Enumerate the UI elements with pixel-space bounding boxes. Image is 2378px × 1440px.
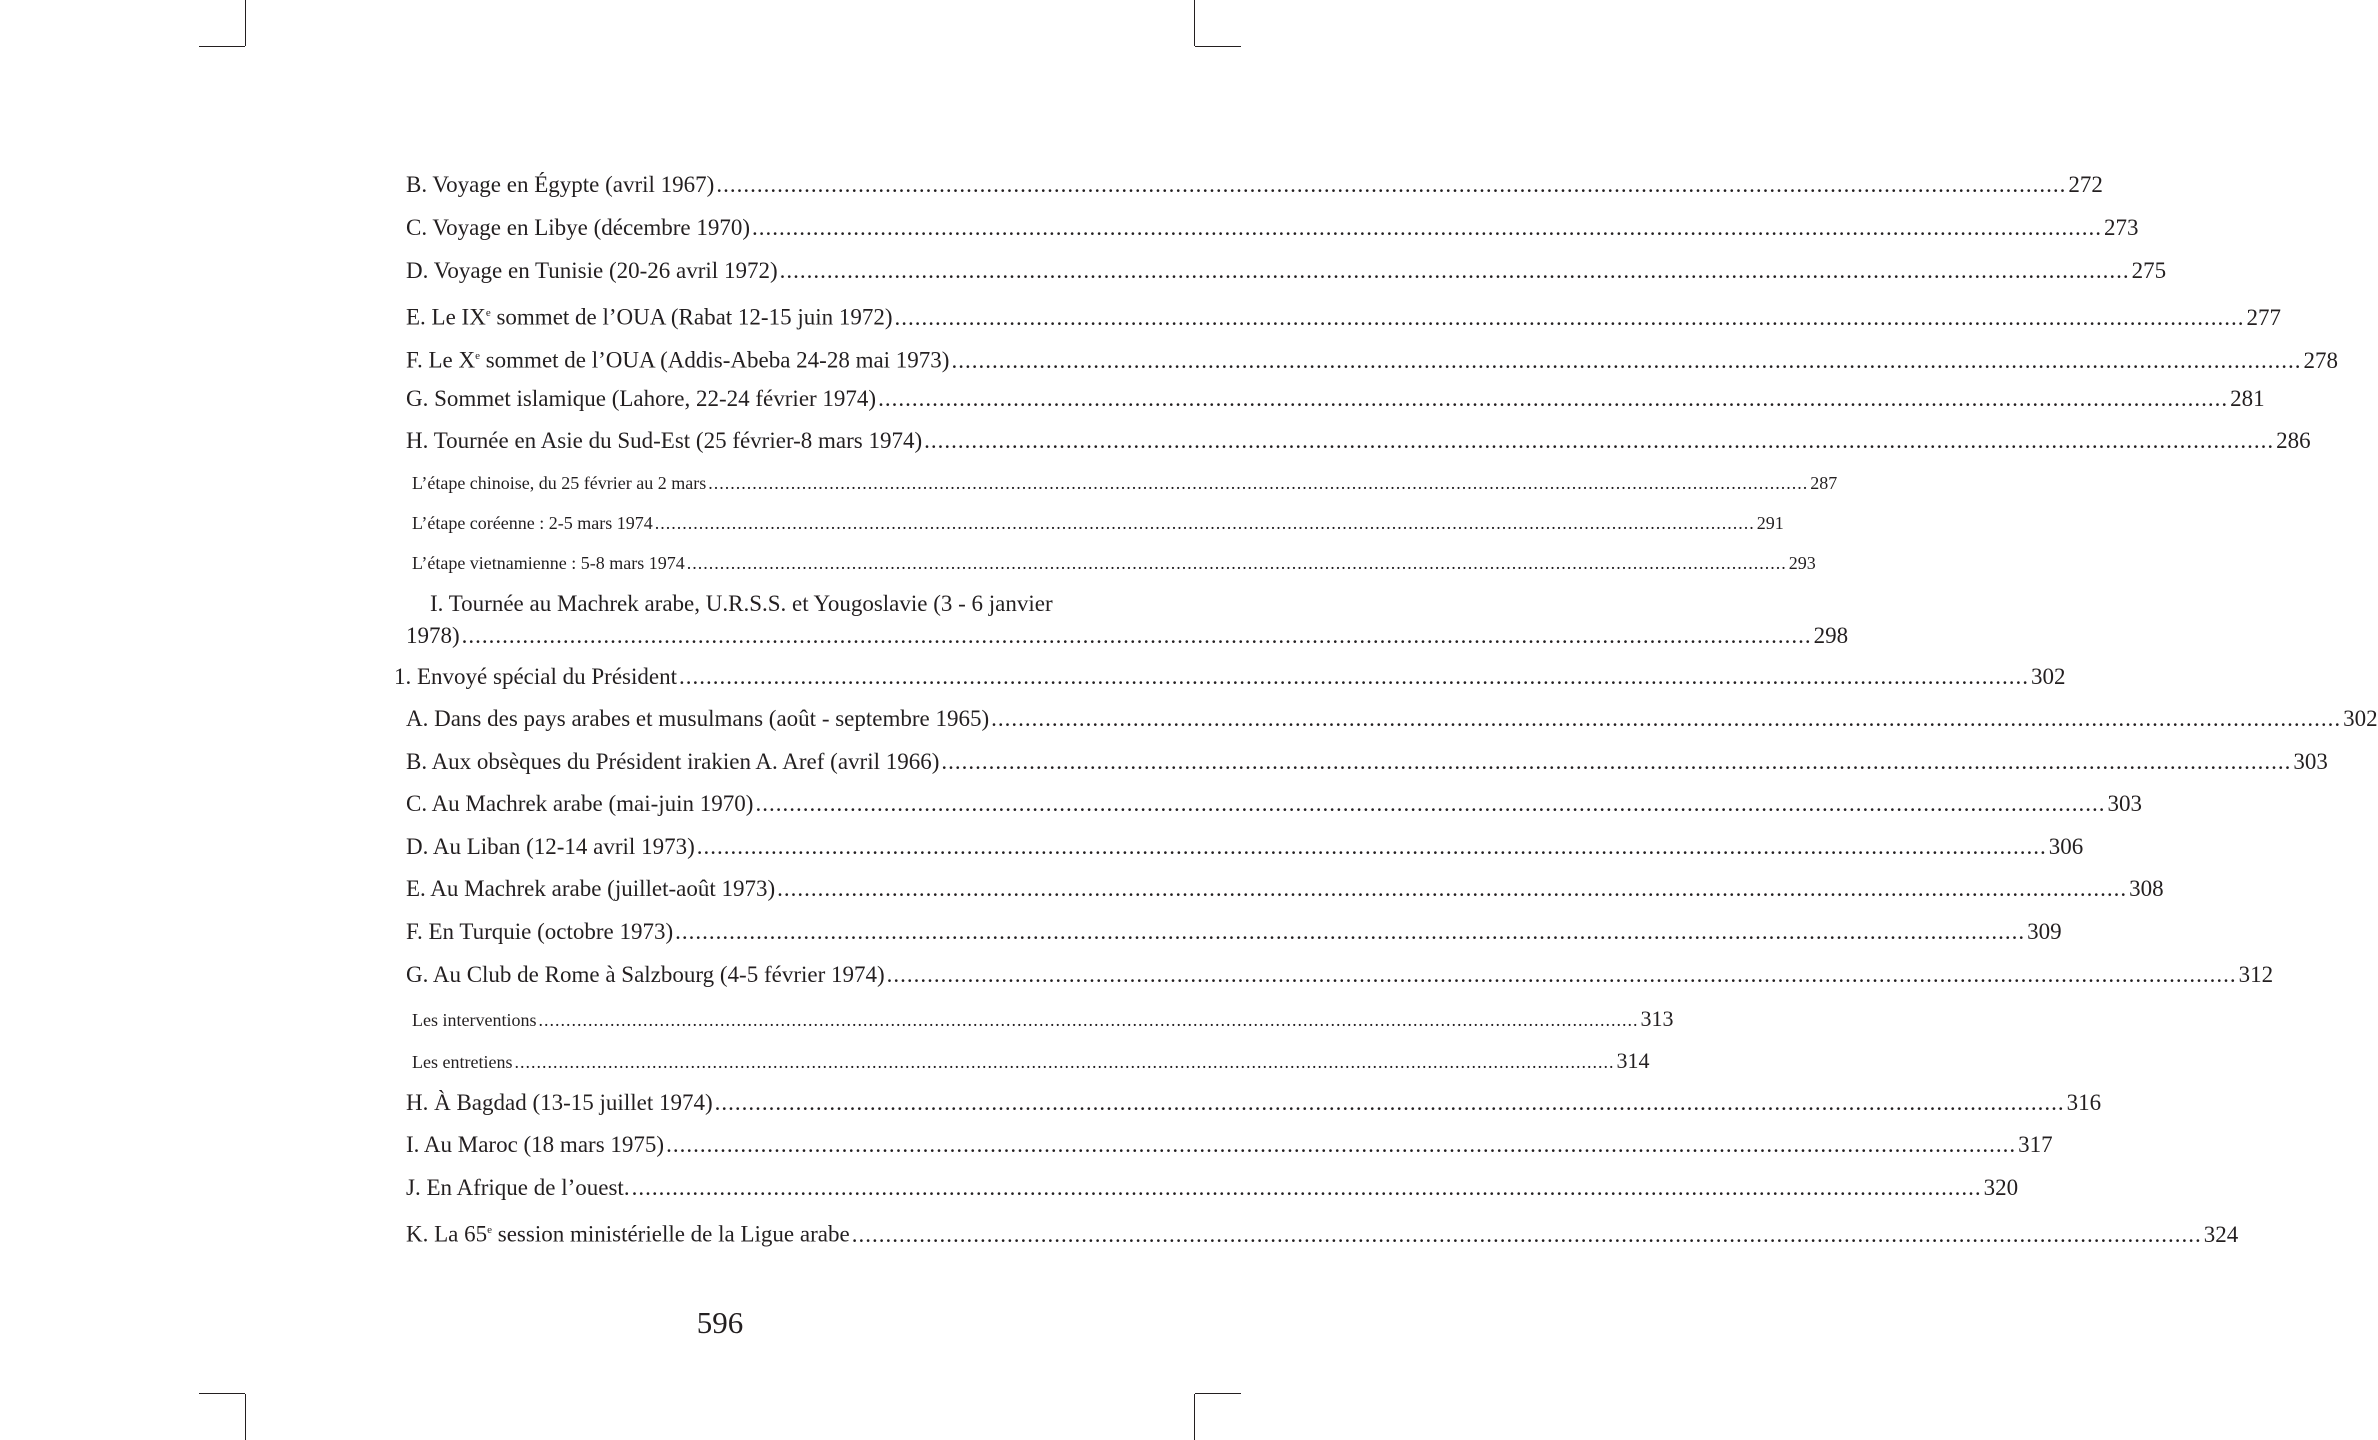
toc-entry-page: 324 — [2203, 1221, 2239, 1247]
dot-leader — [514, 1050, 1614, 1074]
toc-entry-page: 281 — [2230, 386, 2265, 411]
toc-entry[interactable] — [406, 341, 2338, 376]
crop-mark-top-right-h — [1195, 46, 1241, 47]
dot-leader — [878, 384, 2228, 414]
dot-leader — [632, 1173, 1982, 1203]
toc-entry-label: D. Au Liban (12-14 avril 1973) — [406, 834, 695, 859]
toc-entry[interactable] — [406, 789, 2142, 819]
dot-leader — [752, 213, 2102, 243]
dot-leader: ........................................................................................................................................................................................................ — [461, 623, 1812, 648]
toc-entry[interactable] — [406, 704, 2378, 734]
toc-subentry[interactable] — [412, 551, 1816, 575]
toc-subentry[interactable] — [412, 511, 1784, 535]
toc-entry[interactable] — [406, 874, 2164, 904]
toc-entry-page: 275 — [2131, 258, 2167, 283]
toc-entry[interactable] — [406, 298, 2282, 333]
toc-entry-label: C. Au Machrek arabe (mai-juin 1970) — [406, 791, 754, 816]
toc-entry-label: L’étape chinoise, du 25 février au 2 mars — [412, 473, 707, 493]
toc-entry-label: C. Voyage en Libye (décembre 1970) — [406, 215, 751, 240]
toc-entry[interactable] — [406, 1088, 2102, 1118]
toc-entry[interactable] — [406, 747, 2328, 777]
dot-leader — [715, 1088, 2065, 1118]
toc-entry-label-post: sommet de l’OUA (Rabat 12-15 juin 1972) — [490, 304, 893, 330]
toc-entry[interactable] — [406, 917, 2062, 947]
toc-entry-label: F. En Turquie (octobre 1973) — [406, 919, 674, 944]
dot-leader — [951, 346, 2301, 376]
toc-entry-label: B. Voyage en Égypte (avril 1967) — [406, 172, 715, 197]
dot-leader — [924, 426, 2274, 456]
toc-entry-page: 314 — [1616, 1048, 1650, 1073]
toc-entry-page: 317 — [2018, 1132, 2053, 1157]
toc-subentry[interactable] — [412, 471, 1838, 495]
toc-entry-page: 320 — [1983, 1175, 2019, 1200]
toc-entry-label: 1. Envoyé spécial du Président — [394, 664, 677, 689]
toc-entry[interactable] — [406, 426, 2311, 456]
dot-leader — [941, 747, 2291, 777]
dot-leader — [687, 551, 1787, 575]
toc-entry-label: L’étape coréenne : 2-5 mars 1974 — [412, 513, 653, 533]
toc-entry[interactable] — [406, 1130, 2053, 1160]
toc-entry-label: B. Aux obsèques du Président irakien A. Aref (avril 1966) — [406, 749, 940, 774]
toc-entry-page: 298 — [1813, 623, 1849, 648]
dot-leader — [666, 1130, 2016, 1160]
toc-entry-page: 308 — [2129, 876, 2164, 901]
toc-entry-page: 302 — [2030, 664, 2066, 689]
toc-entry-page: 316 — [2066, 1090, 2102, 1115]
toc-subentry[interactable] — [412, 1048, 1650, 1074]
toc-entry[interactable] — [406, 213, 2139, 243]
dot-leader — [887, 960, 2237, 990]
toc-entry-line2 — [406, 620, 1849, 652]
crop-mark-top-left-v — [245, 0, 246, 46]
toc-entry-page: 272 — [2068, 172, 2103, 197]
toc-entry-page: 277 — [2246, 304, 2282, 330]
toc-entry-page: 287 — [1810, 473, 1838, 493]
superscript: e — [485, 307, 491, 319]
toc-entry-label: Les interventions — [412, 1010, 537, 1030]
toc-entry-page: 273 — [2104, 215, 2139, 240]
toc-entry-label — [406, 341, 949, 376]
dot-leader — [655, 511, 1755, 535]
dot-leader — [675, 917, 2025, 947]
toc-entry[interactable] — [406, 588, 1849, 652]
toc-entry[interactable] — [406, 170, 2103, 200]
toc-entry-label: L’étape vietnamienne : 5-8 mars 1974 — [412, 553, 685, 573]
crop-mark-bottom-right-h — [1195, 1393, 1241, 1394]
dot-leader — [679, 662, 2029, 692]
toc-entry-label-pre: F. Le X — [406, 347, 476, 373]
superscript: e — [475, 350, 480, 362]
toc-entry-label — [406, 298, 893, 333]
toc-entry-label: H. À Bagdad (13-15 juillet 1974) — [406, 1090, 713, 1115]
toc-entry-label-pre: E. Le IX — [406, 304, 486, 330]
dot-leader — [708, 471, 1808, 495]
toc-entry-label: H. Tournée en Asie du Sud-Est (25 février-8 mars 1974) — [406, 428, 923, 453]
toc-entry[interactable] — [406, 384, 2265, 414]
toc-entry-label: Les entretiens — [412, 1052, 513, 1072]
toc-entry-page: 306 — [2048, 834, 2084, 859]
crop-mark-bottom-right-v — [1194, 1394, 1195, 1440]
dot-leader — [852, 1220, 2202, 1250]
crop-mark-bottom-left-v — [245, 1394, 246, 1440]
toc-entry-page: 303 — [2107, 791, 2142, 816]
crop-mark-bottom-left-h — [199, 1393, 245, 1394]
toc-entry-page: 313 — [1640, 1006, 1674, 1031]
crop-mark-top-left-h — [199, 46, 245, 47]
toc-entry-label: J. En Afrique de l’ouest. — [406, 1175, 630, 1200]
dot-leader — [780, 256, 2130, 286]
toc-entry-label: A. Dans des pays arabes et musulmans (août - septembre 1965) — [406, 706, 990, 731]
toc-entry-label: I. Au Maroc (18 mars 1975) — [406, 1132, 665, 1157]
toc-entry-page: 293 — [1788, 553, 1816, 573]
toc-entry-page: 303 — [2293, 749, 2328, 774]
dot-leader — [991, 704, 2341, 734]
dot-leader — [716, 170, 2066, 200]
toc-entry-page: 302 — [2343, 706, 2378, 731]
toc-entry-label — [406, 1215, 850, 1250]
toc-entry-label: E. Au Machrek arabe (juillet-août 1973) — [406, 876, 776, 901]
dot-leader — [538, 1008, 1638, 1032]
dot-leader — [895, 303, 2245, 333]
toc-entry-label-post: sommet de l’OUA (Addis-Abeba 24-28 mai 1973) — [479, 347, 950, 373]
toc-entry[interactable] — [406, 1173, 2019, 1203]
dot-leader — [755, 789, 2105, 819]
toc-entry-page: 291 — [1756, 513, 1784, 533]
toc-entry-page: 312 — [2238, 962, 2274, 987]
toc-entry[interactable] — [406, 960, 2274, 990]
toc-entry-label-line2: 1978) — [406, 623, 460, 648]
toc-entry[interactable] — [406, 832, 2084, 862]
dot-leader — [697, 832, 2047, 862]
toc-section-entry[interactable] — [394, 662, 2066, 692]
toc-entry[interactable] — [406, 256, 2167, 286]
toc-entry[interactable] — [406, 1215, 2239, 1250]
toc-entry-page: 286 — [2276, 428, 2311, 453]
dot-leader — [777, 874, 2127, 904]
toc-entry-page: 309 — [2027, 919, 2062, 944]
toc-entry-label-line1: I. Tournée au Machrek arabe, U.R.S.S. et Yougoslavie (3 - 6 janvier — [430, 591, 1053, 616]
toc-entry-label-pre: K. La 65 — [406, 1221, 488, 1247]
toc-entry-label: G. Au Club de Rome à Salzbourg (4-5 février 1974) — [406, 962, 885, 987]
superscript: e — [487, 1224, 493, 1236]
toc-entry-label: D. Voyage en Tunisie (20-26 avril 1972) — [406, 258, 778, 283]
toc-entry-page: 278 — [2303, 347, 2338, 373]
toc-subentry[interactable] — [412, 1006, 1674, 1032]
page-number: 596 — [696, 1305, 744, 1340]
table-of-contents — [394, 0, 2378, 1300]
crop-mark-top-right-v — [1194, 0, 1195, 46]
toc-entry-label-post: session ministérielle de la Ligue arabe — [492, 1221, 850, 1247]
toc-entry-label: G. Sommet islamique (Lahore, 22-24 février 1974) — [406, 386, 877, 411]
